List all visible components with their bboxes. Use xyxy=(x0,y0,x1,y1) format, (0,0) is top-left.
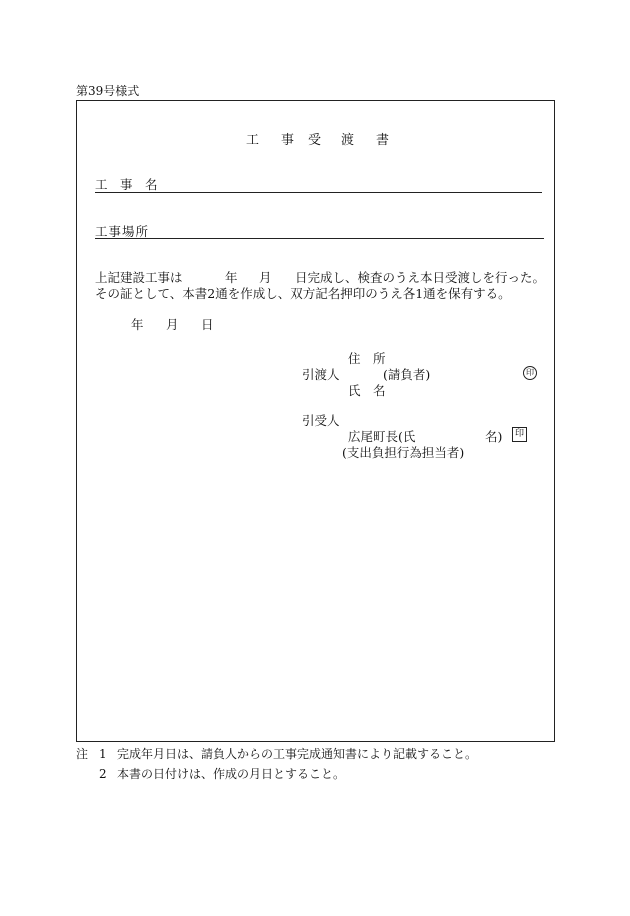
receiver-role-note: (支出負担行為担当者) xyxy=(342,445,465,460)
deliverer-name-label: 氏 名 xyxy=(348,383,386,398)
deliverer-label: 引渡人 xyxy=(302,367,340,382)
body-line1-prefix: 上記建設工事は xyxy=(95,270,183,285)
deliverer-seal-icon: 印 xyxy=(523,366,537,380)
date-month: 月 xyxy=(166,317,179,332)
note-marker: 注 xyxy=(76,747,89,761)
note-number: 1 xyxy=(99,747,107,761)
deliverer-address-label: 住 所 xyxy=(348,351,386,366)
note-text: 完成年月日は、請負人からの工事完成通知書により記載すること。 xyxy=(117,747,478,761)
project-name-label: 工 事 名 xyxy=(95,177,158,192)
date-year: 年 xyxy=(131,317,144,332)
receiver-seal-icon: 印 xyxy=(512,427,527,442)
title-char: 受 xyxy=(308,133,322,148)
deliverer-contractor-note: (請負者) xyxy=(383,367,431,382)
receiver-name-prefix: 広尾町長(氏 xyxy=(348,429,416,444)
title-char: 工 xyxy=(246,133,260,148)
project-location-label: 工事場所 xyxy=(95,224,150,239)
title-char: 渡 xyxy=(341,133,355,148)
body-line2: その証として、本書2通を作成し、双方記名押印のうえ各1通を保有する。 xyxy=(95,286,511,301)
note-text: 本書の日付けは、作成の月日とすること。 xyxy=(117,767,346,781)
receiver-name-suffix: 名) xyxy=(485,429,503,444)
date-day: 日 xyxy=(201,317,214,332)
project-location-underline xyxy=(95,238,544,239)
receiver-label: 引受人 xyxy=(302,413,340,428)
body-year-unit: 年 xyxy=(225,270,238,285)
project-name-underline xyxy=(95,192,542,193)
body-line1-suffix: 日完成し、検査のうえ本日受渡しを行った。 xyxy=(295,270,546,285)
note-number: 2 xyxy=(99,767,107,781)
body-month-unit: 月 xyxy=(259,270,272,285)
title-char: 書 xyxy=(376,133,390,148)
title-char: 事 xyxy=(281,133,295,148)
form-number: 第39号様式 xyxy=(76,84,140,98)
